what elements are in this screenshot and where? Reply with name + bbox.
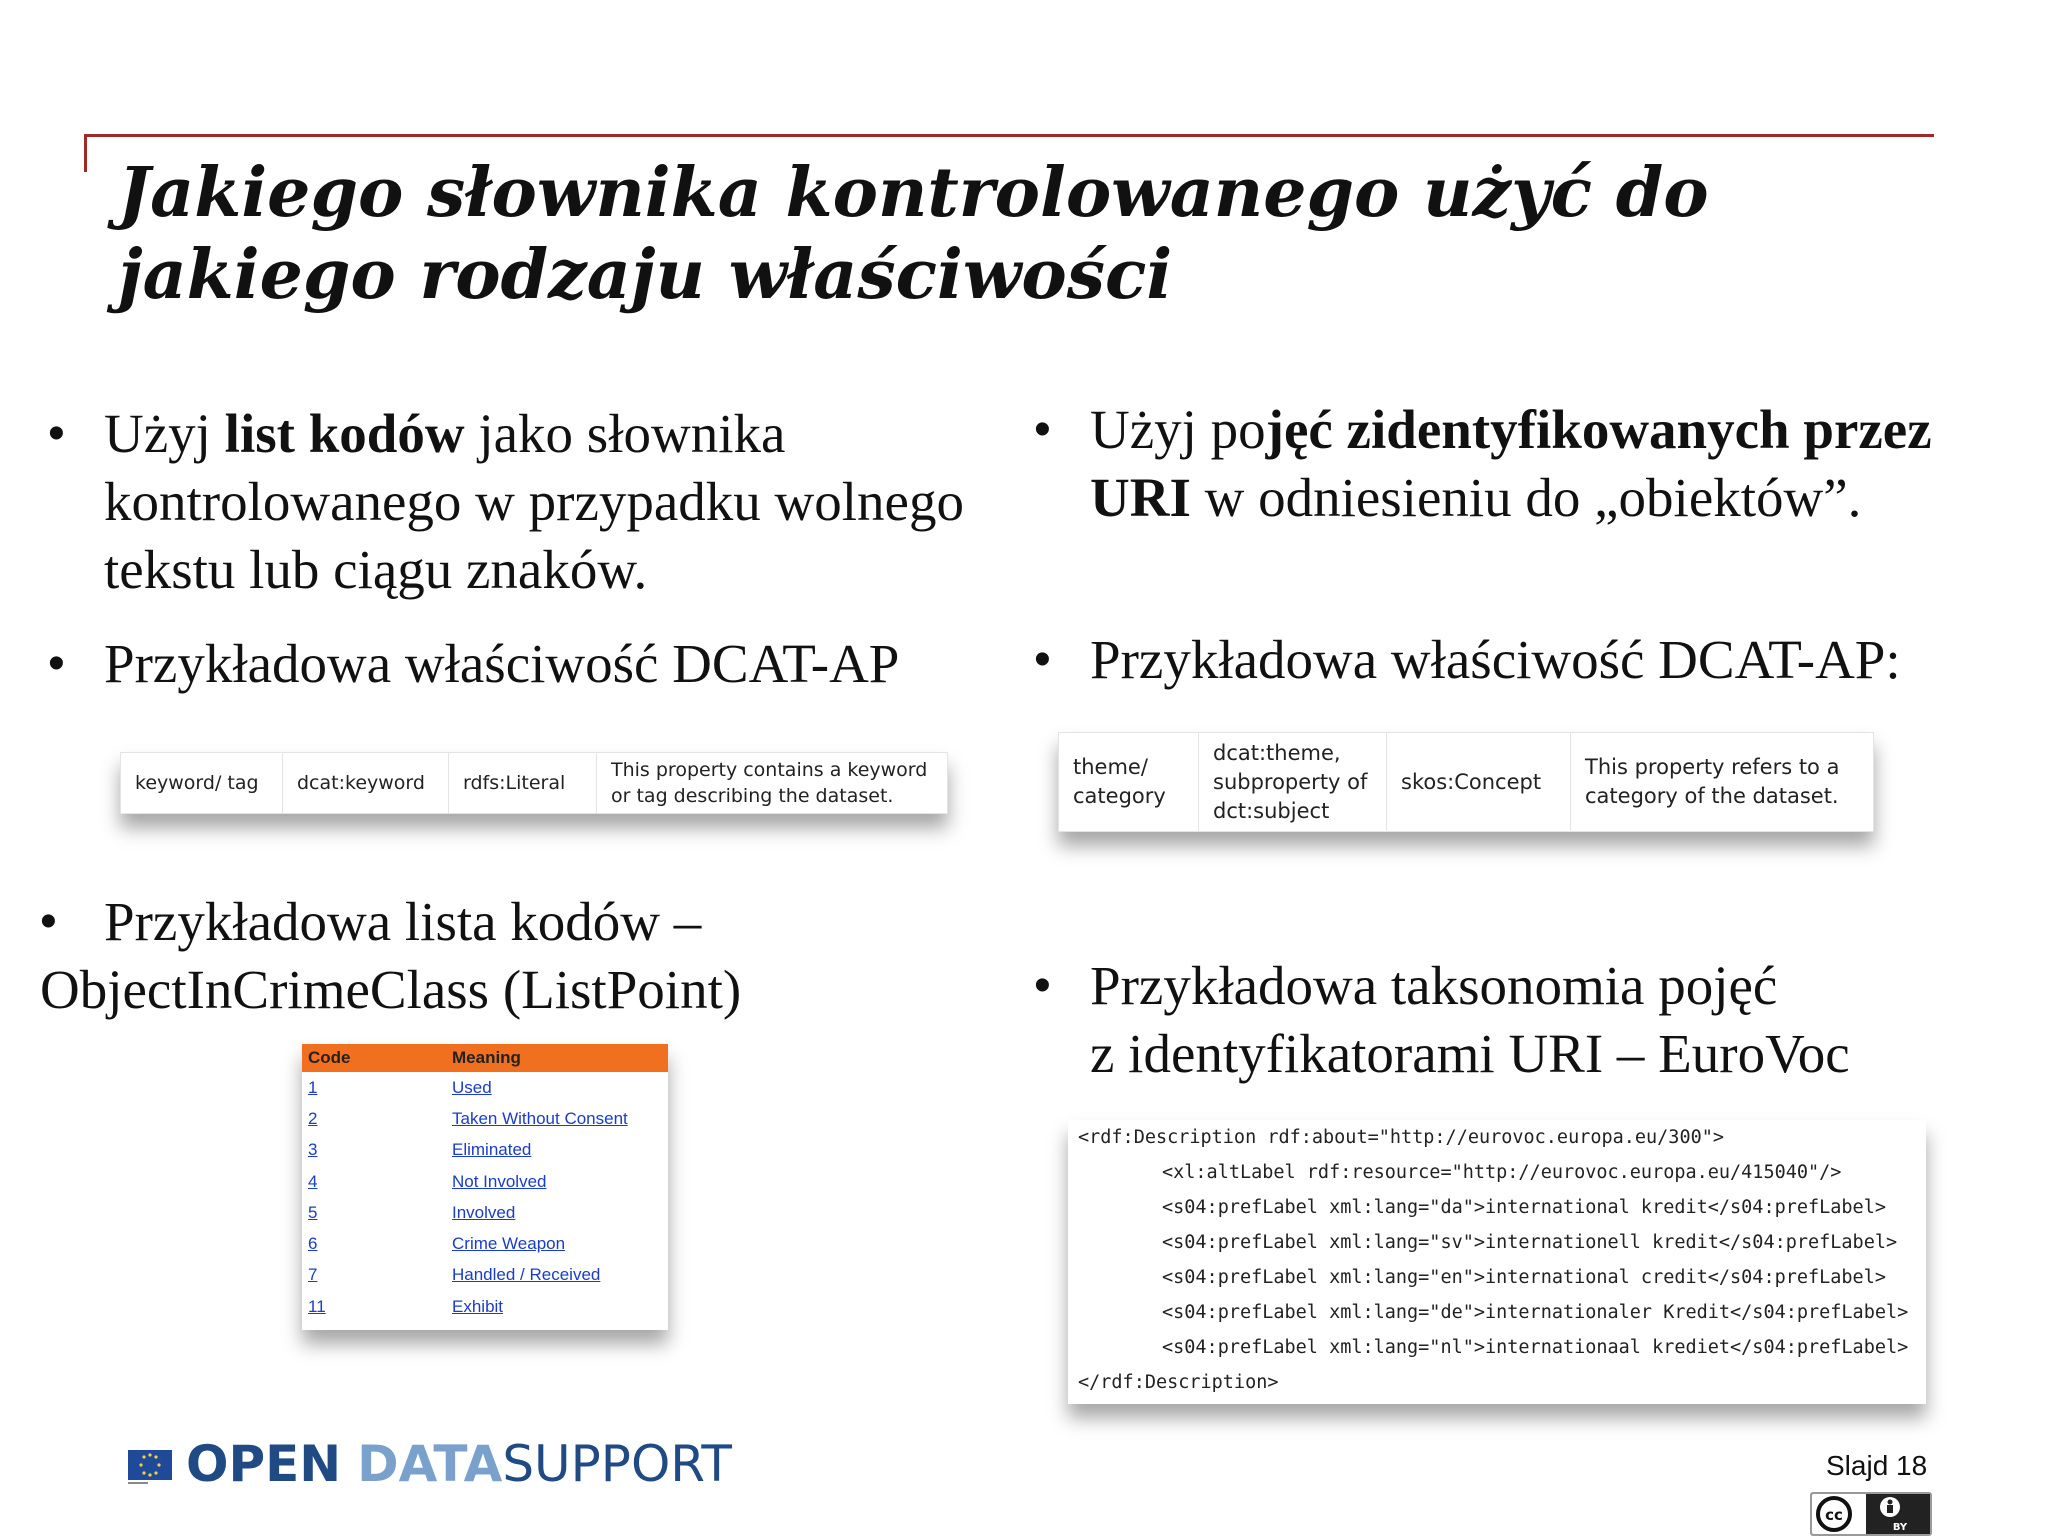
rdf-line: <s04:prefLabel xml:lang="en">international credit</s04:prefLabel> [1162, 1267, 1886, 1288]
left-bullet-code-list-example [40, 888, 940, 1024]
keyword-table-cell-range: rdfs:Literal [449, 753, 597, 813]
left-bullet-code-lists [48, 400, 984, 604]
right-bullet-taxonomy-example [1034, 952, 1990, 1088]
theme-property-table [1058, 732, 1874, 832]
rdf-line: <s04:prefLabel xml:lang="sv">internationell kredit</s04:prefLabel> [1162, 1232, 1898, 1253]
meaning-link[interactable]: Used [452, 1077, 492, 1097]
meaning-header: Meaning [452, 1048, 521, 1067]
bullet-dot: • [1034, 959, 1051, 1012]
theme-table-range-line: skos:Concept [1401, 769, 1542, 794]
right-bullet3-line1: Przykładowa taksonomia pojęć [1090, 955, 1778, 1016]
code-link[interactable]: 5 [308, 1202, 318, 1222]
code-list-table [302, 1044, 668, 1330]
right-bullet1-pre: Użyj po [1090, 399, 1266, 460]
left-bullet-dcat-example [48, 630, 1004, 698]
right-bullet1-bold: jęć zidentyfikowanych przez URI [1090, 399, 1932, 528]
right-bullet-uri-concepts [1034, 396, 1990, 532]
bullet-dot: • [40, 895, 57, 948]
code-header: Code [308, 1048, 351, 1067]
meaning-link[interactable]: Crime Weapon [452, 1234, 566, 1254]
rdf-line: <s04:prefLabel xml:lang="nl">internationaal krediet</s04:prefLabel> [1162, 1337, 1909, 1358]
left-bullet1-pre: Użyj [104, 403, 225, 464]
logo-word-data: DATA [357, 1435, 503, 1493]
code-list-row [302, 1135, 668, 1166]
left-bullet2-text: Przykładowa właściwość DCAT-AP [104, 633, 900, 694]
eurovoc-rdf-snippet [1068, 1120, 1926, 1404]
cc-label: cc [1825, 1506, 1843, 1524]
slide-title: Jakiego słownika kontrolowanego użyć do jakiego rodzaju właściwości [118, 153, 1709, 315]
bullet-dot: • [1034, 403, 1051, 456]
theme-table-cell-uri [1199, 733, 1387, 831]
right-bullet3-line2: z identyfikatorami URI – EuroVoc [1090, 1023, 1850, 1084]
title-rule [84, 134, 1934, 137]
theme-table-cell-description [1571, 733, 1873, 831]
logo-word-open: OPEN [186, 1435, 342, 1493]
code-list-row [302, 1197, 668, 1228]
meaning-link[interactable]: Handled / Received [452, 1265, 601, 1285]
code-list-row [302, 1103, 668, 1134]
code-list-header [302, 1044, 668, 1072]
theme-table-desc-line: This property refers to a [1585, 755, 1840, 779]
theme-table-name-line: category [1073, 784, 1166, 808]
meaning-link[interactable]: Involved [452, 1202, 516, 1222]
theme-table-uri-line: dct:subject [1213, 798, 1330, 823]
keyword-table-cell-description: This property contains a keyword or tag describing the dataset. [611, 759, 928, 807]
bullet-dot: • [48, 637, 65, 690]
rdf-line: <xl:altLabel rdf:resource="http://eurovoc.europa.eu/415040"/> [1162, 1162, 1842, 1183]
theme-table-cell-range [1387, 733, 1571, 831]
theme-table-uri-line: subproperty of [1213, 769, 1368, 794]
code-link[interactable]: 4 [308, 1171, 318, 1191]
left-bullet1-post: jako słownika kontrolowanego w przypadku wolnego tekstu lub ciągu znaków. [104, 403, 964, 600]
rdf-line: </rdf:Description> [1078, 1372, 1279, 1393]
code-link[interactable]: 6 [308, 1234, 318, 1254]
keyword-table-cell-name: keyword/ tag [121, 753, 283, 813]
rdf-line: <rdf:Description rdf:about="http://eurovoc.europa.eu/300"> [1078, 1127, 1725, 1148]
rdf-line: <s04:prefLabel xml:lang="da">international kredit</s04:prefLabel> [1162, 1197, 1886, 1218]
code-link[interactable]: 1 [308, 1077, 318, 1097]
title-rule-tick [84, 134, 87, 172]
code-link[interactable]: 7 [308, 1265, 318, 1285]
theme-table-desc-line: category of the dataset. [1585, 784, 1839, 808]
meaning-link[interactable]: Eliminated [452, 1140, 532, 1160]
eu-flag-icon [120, 1446, 178, 1486]
meaning-link[interactable]: Taken Without Consent [452, 1108, 628, 1128]
code-link[interactable]: 11 [308, 1296, 326, 1316]
left-bullet1-bold: list kodów [224, 403, 465, 464]
right-bullet1-post: w odniesieniu do „obiektów”. [1190, 467, 1862, 528]
keyword-property-table [120, 752, 948, 814]
code-list-row [302, 1072, 668, 1103]
keyword-table-cell-uri: dcat:keyword [283, 753, 449, 813]
code-link[interactable]: 2 [308, 1108, 318, 1128]
right-bullet2-text: Przykładowa właściwość DCAT-AP: [1090, 629, 1901, 690]
right-bullet-dcat-example [1034, 626, 1990, 694]
theme-table-name-line: theme/ [1073, 755, 1148, 779]
left-bullet3-text: Przykładowa lista kodów – ObjectInCrimeClass (ListPoint) [40, 891, 742, 1020]
logo-word-support: SUPPORT [502, 1435, 732, 1493]
code-list-row [302, 1166, 668, 1197]
meaning-link[interactable]: Exhibit [452, 1296, 504, 1316]
cc-by-label: BY [1892, 1522, 1908, 1533]
creative-commons-by-icon [1810, 1492, 1932, 1536]
theme-table-uri-line: dcat:theme, [1213, 740, 1341, 765]
code-list-row [302, 1260, 668, 1291]
meaning-link[interactable]: Not Involved [452, 1171, 547, 1191]
code-list-row [302, 1228, 668, 1259]
slide-number: Slajd 18 [1826, 1450, 1928, 1481]
open-data-support-logo [186, 1434, 732, 1494]
code-link[interactable]: 3 [308, 1140, 318, 1160]
code-list-row [302, 1291, 668, 1322]
bullet-dot: • [1034, 633, 1051, 686]
bullet-dot: • [48, 407, 65, 460]
rdf-line: <s04:prefLabel xml:lang="de">internationaler Kredit</s04:prefLabel> [1162, 1302, 1909, 1323]
theme-table-cell-name [1059, 733, 1199, 831]
